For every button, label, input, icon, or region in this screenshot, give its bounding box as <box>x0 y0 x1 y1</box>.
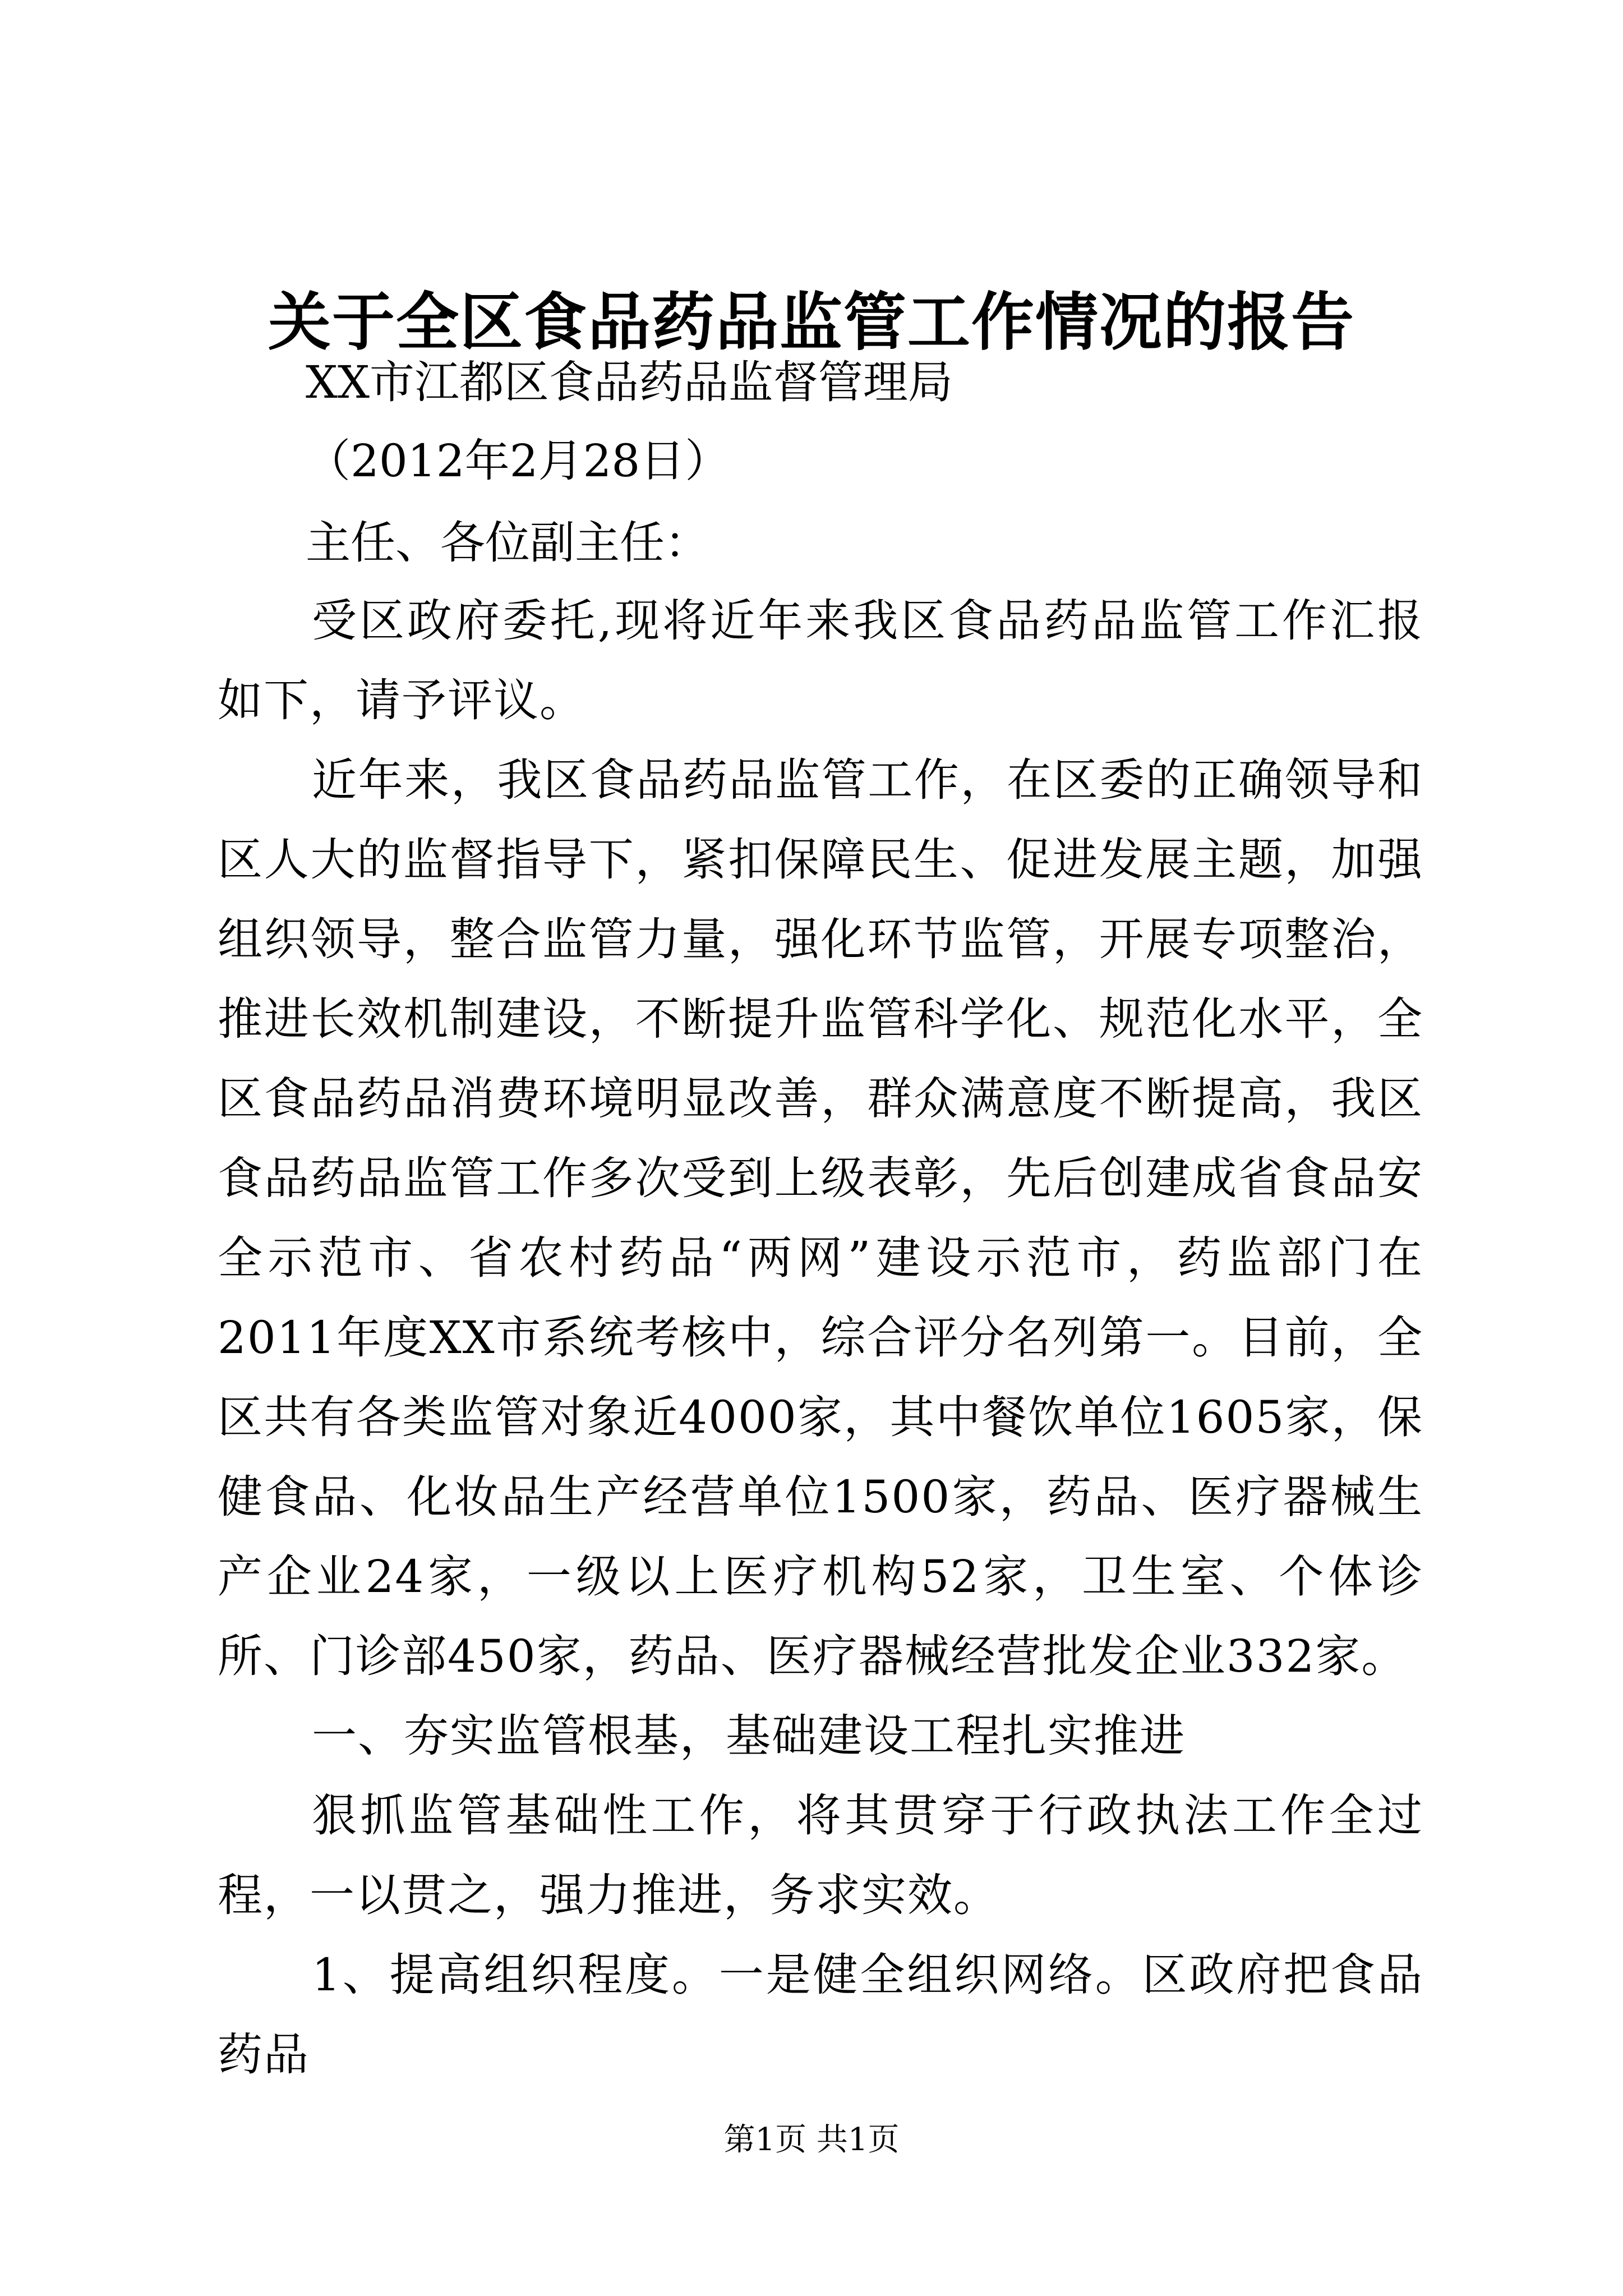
page-footer: 第1页 共1页 <box>723 2122 900 2158</box>
date-line: （2012年2月28日） <box>306 435 730 487</box>
paragraph-intro: 受区政府委托,现将近年来我区食品药品监管工作汇报如下，请予评议。 <box>218 595 1423 726</box>
paragraph-section-1-summary: 狠抓监管基础性工作，将其贯穿于行政执法工作全过程，一以贯之，强力推进，务求实效。 <box>218 1789 1423 1921</box>
salutation-line: 主任、各位副主任： <box>306 517 709 569</box>
document-body <box>218 581 1423 2095</box>
document-title: 关于全区食品药品监管工作情况的报告 <box>268 286 1355 359</box>
paragraph-overview: 近年来，我区食品药品监管工作，在区委的正确领导和区人大的监督指导下，紧扣保障民生、促进发展主题，加强组织领导，整合监管力量，强化环节监管，开展专项整治，推进长效机制建设，不断提升监管科学化、规范化水平，全区食品药品消费环境明显改善，群众满意度不断提高，我区食品药品监管工作多次受到上级表彰，先后创建成省食品安全示范市、省农村药品“两网”建设示范市，药监部门在2011年度XX市系统考核中，综合评分名列第一。目前，全区共有各类监管对象近4000家，其中餐饮单位1605家，保健食品、化妆品生产经营单位1500家，药品、医疗器械生产企业24家，一级以上医疗机构52家，卫生室、个体诊所、门诊部450家，药品、医疗器械经营批发企业332家。 <box>218 754 1423 1682</box>
issuer-line: XX市江都区食品药品监督管理局 <box>306 356 953 408</box>
paragraph-item-1: 1、提高组织程度。一是健全组织网络。区政府把食品药品 <box>218 1949 1423 2081</box>
section-heading-1: 一、夯实监管根基，基础建设工程扎实推进 <box>312 1710 1186 1762</box>
